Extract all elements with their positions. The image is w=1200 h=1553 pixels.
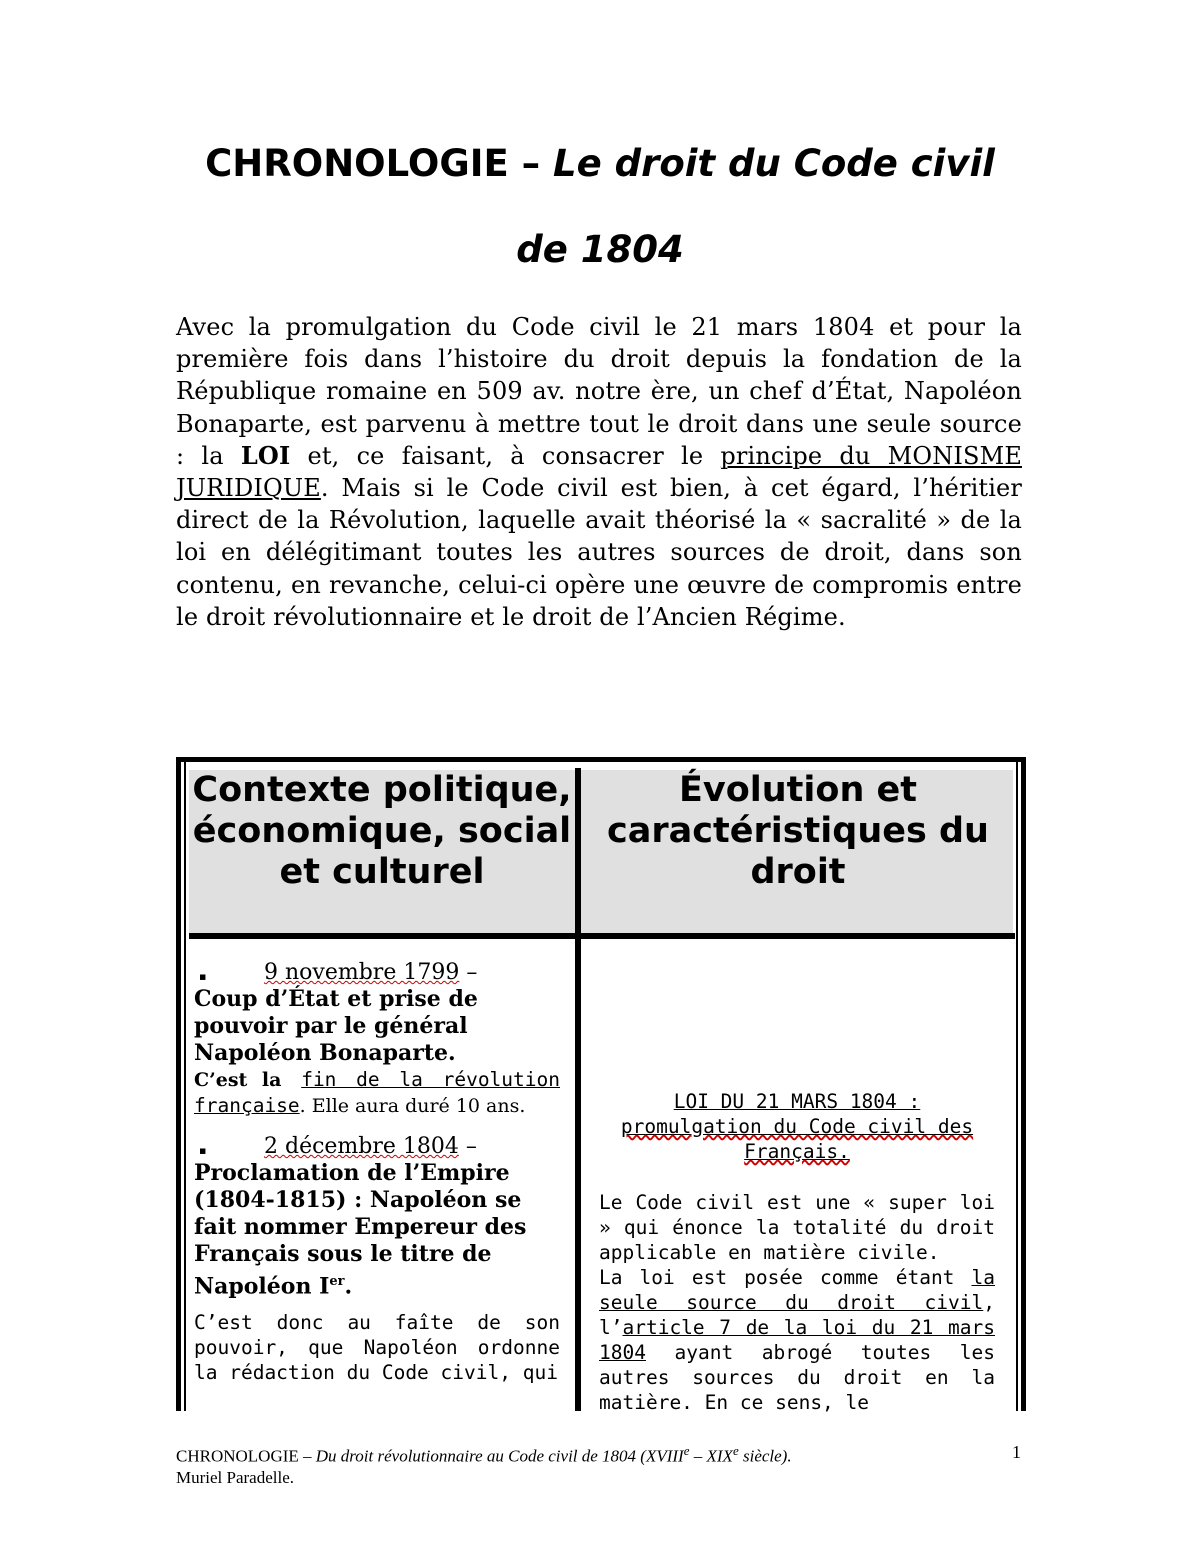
table-border-inner-right xyxy=(1016,762,1018,1411)
chronology-table xyxy=(176,757,1026,1414)
event-2-text-main: Proclamation de l’Empire (1804-1815) : Napoléon se fait nommer Empereur des Français sous le titre de Napoléon I xyxy=(194,1160,527,1300)
para2-a: La loi est posée comme étant xyxy=(599,1266,972,1289)
intro-text-2: et, ce faisant, à consacrer le xyxy=(290,441,721,470)
event-2-comment: C’est donc au faîte de son pouvoir, que Napoléon ordonne la rédaction du Code civil, qui xyxy=(194,1311,560,1385)
event-2-dash: – xyxy=(458,1134,477,1159)
event-2-text xyxy=(194,1160,560,1300)
event-1-comment-c: . Elle aura duré 10 ans. xyxy=(299,1095,526,1117)
para2-b: , l’ xyxy=(599,1291,995,1339)
para2-c: ayant abrogé toutes les autres sources du droit en la matière. En ce sens, le xyxy=(599,1341,995,1414)
loi-subtitle xyxy=(599,1114,995,1164)
column-header-context: Contexte politique, économique, social et culturel xyxy=(192,770,572,892)
event-1-comment xyxy=(194,1067,560,1119)
intro-principe: principe du MONISME JURIDIQUE xyxy=(176,441,1022,503)
event-1-comment-b: fin de la révolution française xyxy=(194,1068,560,1117)
footer-italic-3: siècle). xyxy=(738,1446,792,1466)
code-civil-paragraph-2 xyxy=(599,1265,995,1415)
footer-label: CHRONOLOGIE – xyxy=(176,1446,316,1466)
para2-underline-1: la seule source du droit civil xyxy=(599,1266,995,1314)
footer-italic-1: Du droit révolutionnaire au Code civil de 1804 (XVIII xyxy=(315,1446,684,1466)
bullet-icon: ▪ xyxy=(199,1144,207,1157)
event-1-dash: – xyxy=(459,960,478,985)
loi-title: LOI DU 21 MARS 1804 : xyxy=(673,1090,921,1113)
para2-underline-2: article 7 de la loi du 21 mars 1804 xyxy=(599,1316,995,1364)
event-2-sup: er xyxy=(329,1274,345,1289)
column-header-evolution: Évolution et caractéristiques du droit xyxy=(607,770,989,892)
event-1-date: 9 novembre 1799 xyxy=(264,960,460,985)
page-title-line2: de 1804 xyxy=(516,228,684,271)
evolution-column xyxy=(599,1089,995,1415)
event-1-comment-a: C’est la xyxy=(194,1069,282,1091)
event-2-end: . xyxy=(344,1273,353,1300)
loi-subtitle-text: promulgation du Code civil des Français. xyxy=(620,1115,974,1163)
page-title xyxy=(150,142,1050,186)
title-italic: Le droit du Code civil xyxy=(553,142,995,185)
title-main: CHRONOLOGIE – xyxy=(205,142,554,185)
event-1-text: Coup d’État et prise de pouvoir par le général Napoléon Bonaparte. xyxy=(194,986,478,1066)
event-2-heading xyxy=(194,1133,560,1160)
intro-text-3: . Mais si le Code civil est bien, à cet égard, l’héritier direct de la Révolution, laquelle avait théorisé la « sacralité » de la loi en délégitimant toutes les autres sources de droit, dans son contenu, en revanche, celui-ci opère une œuvre de compromis entre le droit révolutionnaire et le droit de l’Ancien Régime. xyxy=(176,474,1022,631)
bullet-icon: ▪ xyxy=(199,970,207,983)
footer-line-1 xyxy=(176,1440,1076,1467)
context-column xyxy=(194,959,560,1385)
intro-loi: LOI xyxy=(240,440,291,470)
footer-sup-2: e xyxy=(732,1443,739,1458)
intro-text-1: Avec la promulgation du Code civil le 21 mars 1804 et pour la première fois dans l’histoire du droit depuis la fondation de la République romaine en 509 av. notre ère, un chef d’État, Napoléon Bonaparte, est parvenu à mettre tout le droit dans une seule source : la xyxy=(176,313,1022,470)
event-1-heading xyxy=(194,959,560,986)
intro-paragraph xyxy=(176,311,1022,633)
table-header-divider xyxy=(189,933,1015,939)
event-2-date: 2 décembre 1804 xyxy=(264,1134,459,1159)
footer-author: Muriel Paradelle. xyxy=(176,1467,295,1487)
footer-sup-1: e xyxy=(683,1443,690,1458)
footer-italic-2: – XIX xyxy=(689,1446,733,1466)
page-number: 1 xyxy=(1012,1442,1021,1462)
page-footer xyxy=(176,1440,1076,1488)
code-civil-paragraph-1: Le Code civil est une « super loi » qui énonce la totalité du droit applicable en matière civile. xyxy=(599,1191,995,1264)
table-border-inner-left xyxy=(184,762,186,1411)
